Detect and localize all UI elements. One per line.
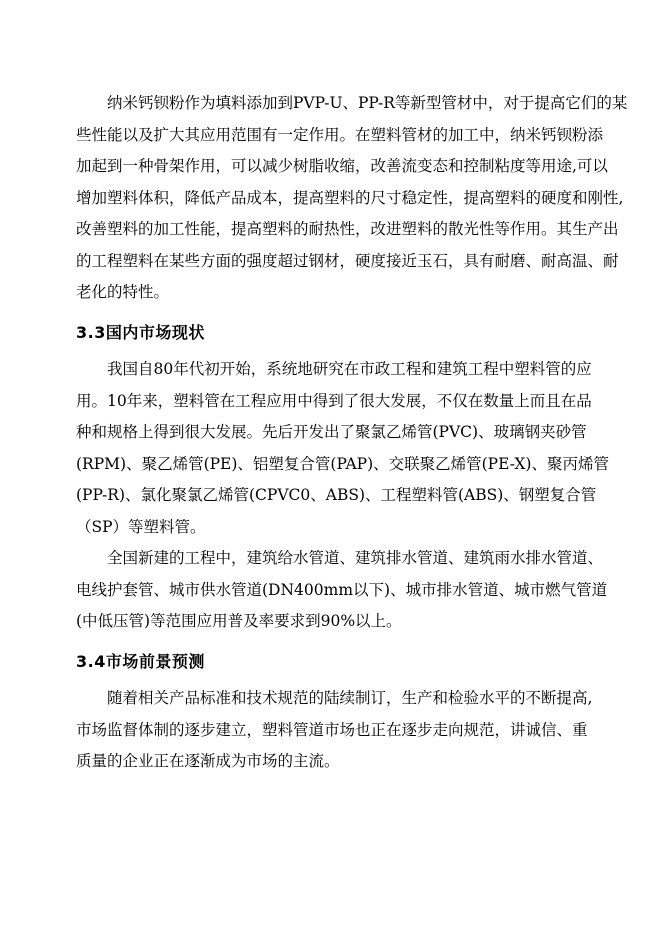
text-line: 种和规格上得到很大发展。先后开发出了聚氯乙烯管(PVC)、玻璃钢夹砂管 <box>76 423 587 441</box>
domestic-market-paragraph-1 <box>76 354 609 543</box>
text-line: 老化的特性。 <box>76 283 170 301</box>
market-forecast-paragraph <box>76 683 606 778</box>
text-line: （SP）等塑料管。 <box>76 517 206 536</box>
text-line: 些性能以及扩大其应用范围有一定作用。在塑料管材的加工中，纳米钙钡粉添 <box>76 125 604 144</box>
text-line: 市场监督体制的逐步建立，塑料管道市场也正在逐步走向规范，讲诚信、重 <box>76 720 588 739</box>
text-line: (PP-R)、氯化聚氯乙烯管(CPVC0、ABS)、工程塑料管(ABS)、钢塑复合管 <box>76 486 597 504</box>
intro-paragraph <box>76 88 628 309</box>
text-line: 改善塑料的加工性能，提高塑料的耐热性，改进塑料的散光性等作用。其生产出 <box>76 220 619 238</box>
text-line: 纳米钙钡粉作为填料添加到PVP-U、PP-R等新型管材中，对于提高它们的某 <box>107 94 628 112</box>
text-line: 增加塑料体积，降低产品成本，提高塑料的尺寸稳定性，提高塑料的硬度和刚性, <box>76 188 624 207</box>
text-line: 用。10年来，塑料管在工程应用中得到了很大发展，不仅在数量上而且在品 <box>76 391 592 410</box>
text-line: (RPM)、聚乙烯管(PE)、铝塑复合管(PAP)、交联聚乙烯管(PE-X)、聚丙烯管 <box>76 454 609 473</box>
text-line: 随着相关产品标准和技术规范的陆续制订，生产和检验水平的不断提高, <box>107 689 593 707</box>
domestic-market-paragraph-2 <box>76 543 606 638</box>
text-line: 加起到一种骨架作用，可以减少树脂收缩，改善流变态和控制粘度等用途,可以 <box>76 157 608 175</box>
text-line: 的工程塑料在某些方面的强度超过钢材，硬度接近玉石，具有耐磨、耐高温、耐 <box>76 251 619 270</box>
text-line: 电线护套管、城市供水管道(DN400mm以下)、城市排水管道、城市燃气管道 <box>76 580 608 599</box>
section-heading-3-4: 3.4市场前景预测 <box>76 651 205 671</box>
text-line: 全国新建的工程中，建筑给水管道、建筑排水管道、建筑雨水排水管道、 <box>107 549 604 567</box>
text-line: (中低压管)等范围应用普及率要求到90%以上。 <box>76 612 402 630</box>
document-page <box>76 88 628 778</box>
text-line: 我国自80年代初开始，系统地研究在市政工程和建筑工程中塑料管的应 <box>107 360 592 378</box>
section-heading-3-3: 3.3国内市场现状 <box>76 322 205 342</box>
text-line: 质量的企业正在逐渐成为市场的主流。 <box>76 752 340 770</box>
